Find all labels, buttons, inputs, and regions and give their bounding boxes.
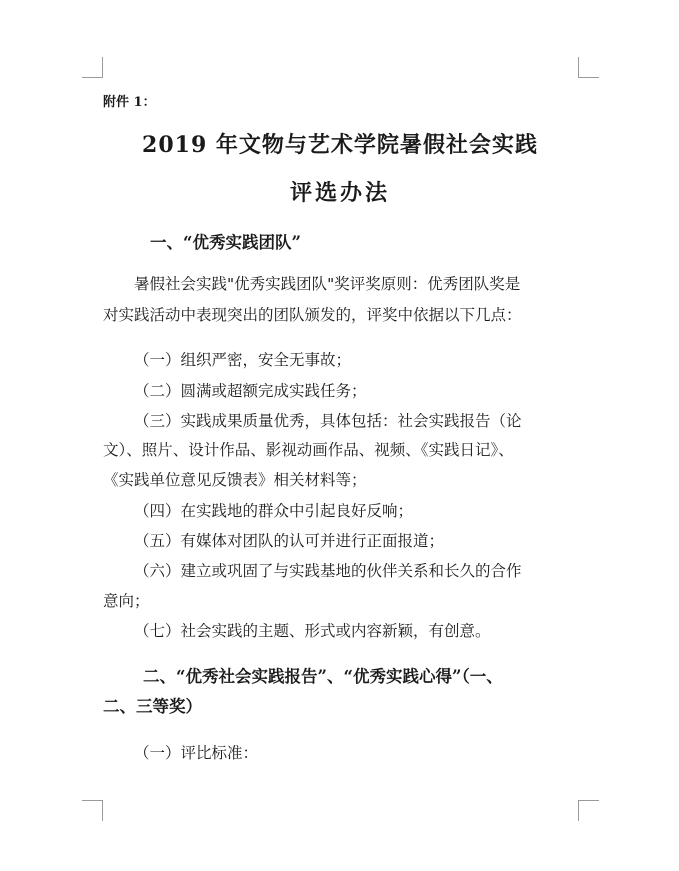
criteria-item-5: （五）有媒体对团队的认可并进行正面报道； [134, 532, 445, 550]
intro-paragraph-line-1: 暑假社会实践"优秀实践团队"奖评奖原则：优秀团队奖是 [134, 275, 521, 293]
criteria-item-3-line-1: （三）实践成果质量优秀，具体包括：社会实践报告（论 [134, 412, 522, 430]
criteria-item-7: （七）社会实践的主题、形式或内容新颖，有创意。 [134, 622, 491, 640]
margin-corner-bottom-right [578, 800, 599, 821]
section-2-heading-line-2: 二、三等奖） [103, 697, 202, 716]
document-title-line-1: 2019 年文物与艺术学院暑假社会实践 [142, 132, 538, 158]
criteria-item-6-line-2: 意向； [103, 592, 150, 610]
criteria-item-2: （二）圆满或超额完成实践任务； [134, 382, 367, 400]
criteria-item-4: （四）在实践地的群众中引起良好反响； [134, 502, 414, 520]
document-title-line-2: 评选办法 [289, 180, 390, 206]
criteria-item-3-line-3: 《实践单位意见反馈表》相关材料等； [103, 471, 367, 489]
margin-corner-top-right [578, 57, 599, 78]
intro-paragraph-line-2: 对实践活动中表现突出的团队颁发的，评奖中依据以下几点： [103, 306, 522, 324]
section-2-heading-line-1: 二、“优秀社会实践报告”、“优秀实践心得”（一、 [143, 667, 503, 686]
subsection-1-heading: （一）评比标准： [134, 744, 259, 762]
criteria-item-1: （一）组织严密，安全无事故； [134, 351, 352, 369]
attachment-label: 附件 1： [103, 95, 156, 110]
margin-corner-top-left [82, 57, 103, 78]
criteria-item-3-line-2: 文）、照片、设计作品、影视动画作品、视频、《实践日记》、 [103, 441, 514, 459]
margin-corner-bottom-left [82, 800, 103, 821]
criteria-item-6-line-1: （六）建立或巩固了与实践基地的伙伴关系和长久的合作 [134, 562, 522, 580]
section-1-heading: 一、“优秀实践团队” [150, 233, 301, 252]
